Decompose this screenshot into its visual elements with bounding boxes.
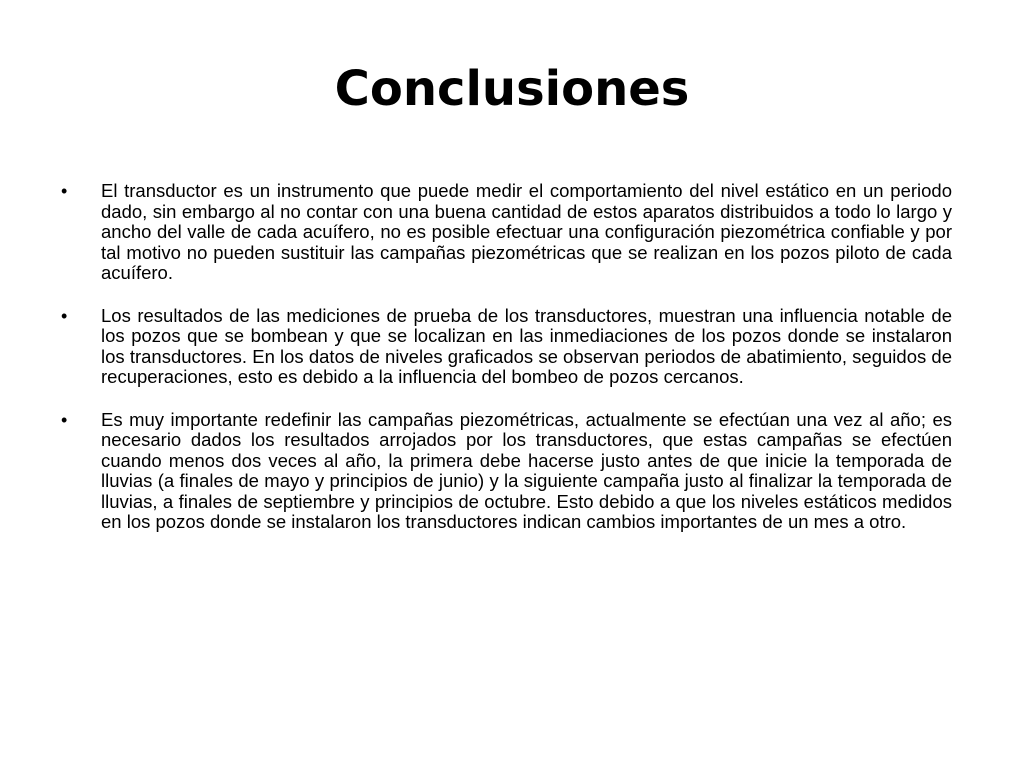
bullet-item	[58, 306, 952, 388]
bullet-dot-icon: •	[61, 409, 68, 430]
bullet-text: Los resultados de las mediciones de prueba de los transductores, muestran una influencia notable de los pozos que se bombean y que se localizan en las inmediaciones de los pozos donde se instalaron los transductores. En los datos de niveles graficados se observan periodos de abatimiento, seguidos de recuperaciones, esto es debido a la influencia del bombeo de pozos cercanos.	[101, 304, 952, 387]
slide-title: Conclusiones	[334, 61, 690, 117]
bullet-text: El transductor es un instrumento que puede medir el comportamiento del nivel estático en un periodo dado, sin embargo al no contar con una buena cantidad de estos aparatos distribuidos a todo lo largo y ancho del valle de cada acuífero, no es posible efectuar una configuración piezométrica confiable y por tal motivo no pueden sustituir las campañas piezométricas que se realizan en los pozos piloto de cada acuífero.	[101, 180, 952, 283]
bullet-list	[58, 181, 952, 555]
bullet-dot-icon: •	[61, 181, 68, 201]
bullet-item	[58, 410, 952, 533]
bullet-item	[58, 181, 952, 284]
bullet-dot-icon: •	[61, 305, 68, 326]
bullet-text: Es muy importante redefinir las campañas piezométricas, actualmente se efectúan una vez al año; es necesario dados los resultados arrojados por los transductores, que estas campañas se efectúen cuando menos dos veces al año, la primera debe hacerse justo antes de que inicie la temporada de lluvias (a finales de mayo y principios de junio) y la siguiente campaña justo al finalizar la temporada de lluvias, a finales de septiembre y principios de octubre. Esto debido a que los niveles estáticos medidos en los pozos donde se instalaron los transductores indican cambios importantes de un mes a otro.	[101, 408, 952, 532]
